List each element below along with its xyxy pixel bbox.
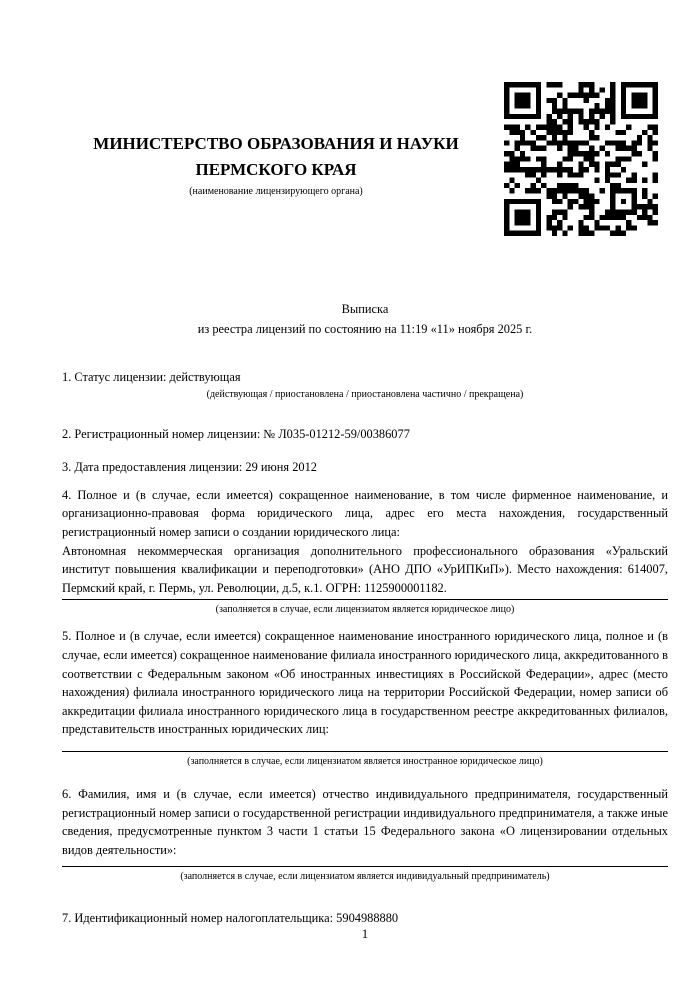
foreign-entity-label: 5. Полное и (в случае, если имеется) сокращенное наименование иностранного юридического лица, полное и (в случае, если имеется) сокращенное наименование филиала иностранного юридического лица, аккредитованного в соответствии с Федеральным законом «Об иностранных инвестициях в Российской Федерации», адрес (место нахождения) филиала иностранного юридического лица на территории Российской Федерации, номер записи об аккредитации филиала иностранного юридического лица в государственном реестре аккредитованных филиалов, представительств иностранных юридических лиц: [62, 629, 668, 737]
item-license-status [62, 368, 668, 401]
letterhead [62, 131, 490, 198]
grant-date-text: 3. Дата предоставления лицензии: 29 июня 2012 [62, 460, 318, 475]
document-title-line2: из реестра лицензий по состоянию на 11:19 «11» ноября 2025 г. [197, 322, 533, 336]
item-individual-entrepreneur [62, 785, 668, 883]
item-registration-number [62, 425, 668, 444]
individual-entrepreneur-blank-field [62, 859, 668, 867]
item-foreign-entity [62, 627, 668, 768]
foreign-entity-blank-field [62, 739, 668, 752]
qr-code [504, 82, 658, 236]
license-status-text: 1. Статус лицензии: действующая [62, 370, 241, 384]
licensing-authority-caption: (наименование лицензирующего органа) [189, 186, 363, 197]
licensing-authority-name-line1: МИНИСТЕРСТВО ОБРАЗОВАНИЯ И НАУКИ [93, 134, 459, 153]
document-title [62, 299, 668, 339]
taxpayer-number-text: 7. Идентификационный номер налогоплательщика: 5904988880 [62, 911, 399, 926]
foreign-entity-caption: (заполняется в случае, если лицензиатом является иностранное юридическое лицо) [187, 755, 543, 767]
legal-entity-value: Автономная некоммерческая организация дополнительного профессионального образования «Уральский институт повышения квалификации и переподготовки» (АНО ДПО «УрИПКиП»). Место нахождения: 614007, Пермский край, г. Пермь, ул. Революции, д.5, к.1. ОГРН: 1125900001182. [62, 542, 668, 601]
legal-entity-label: 4. Полное и (в случае, если имеется) сокращенное наименование, в том числе фирменное наименование, и организационно-правовая форма юридического лица, адрес его места нахождения, государственный регистрационный номер записи о создании юридического лица: [62, 487, 668, 539]
individual-entrepreneur-caption: (заполняется в случае, если лицензиатом является индивидуальный предприниматель) [180, 871, 550, 883]
license-status-caption: (действующая / приостановлена / приостановлена частично / прекращена) [206, 388, 524, 400]
item-grant-date [62, 458, 668, 477]
item-legal-entity [62, 486, 668, 617]
licensing-authority-name-line2: ПЕРМСКОГО КРАЯ [195, 160, 357, 179]
document-title-line1: Выписка [341, 302, 389, 316]
legal-entity-caption: (заполняется в случае, если лицензиатом является юридическое лицо) [215, 604, 515, 616]
individual-entrepreneur-label: 6. Фамилия, имя и (в случае, если имеется) отчество индивидуального предпринимателя, государственный регистрационный номер записи о государственной регистрации индивидуального предпринимателя, а также иные сведения, предусмотренные пунктом 3 части 1 статьи 15 Федерального закона «О лицензировании отдельных видов деятельности»: [62, 786, 668, 857]
page-number: 1 [361, 927, 369, 941]
registration-number-text: 2. Регистрационный номер лицензии: № Л035-01212-59/00386077 [62, 426, 410, 441]
